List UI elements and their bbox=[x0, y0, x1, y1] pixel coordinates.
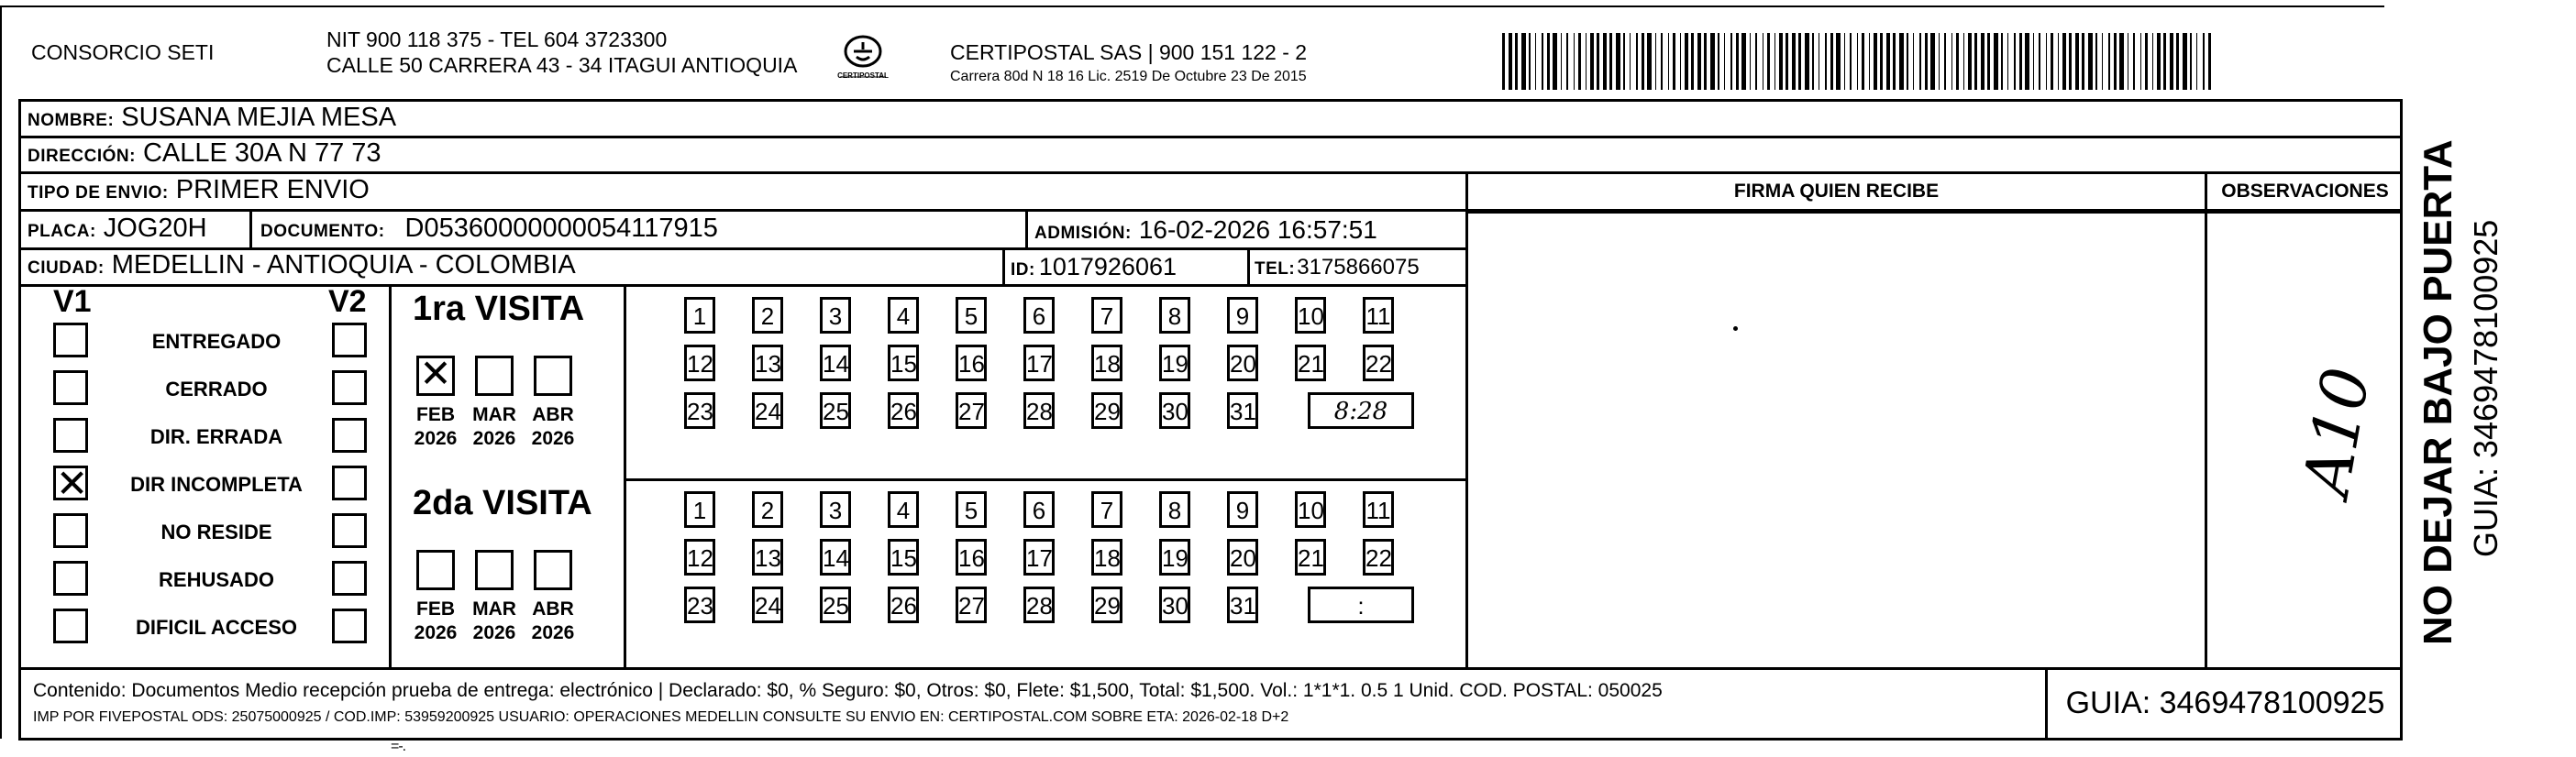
barcode-bar bbox=[1974, 33, 1977, 90]
ciudad-label: CIUDAD: bbox=[28, 258, 105, 278]
barcode-bar bbox=[1736, 33, 1739, 90]
barcode-bar bbox=[1542, 33, 1543, 90]
barcode-bar bbox=[2075, 33, 2079, 90]
barcode-bar bbox=[1655, 33, 1656, 90]
carrier-line-2: Carrera 80d N 18 16 Lic. 2519 De Octubre 23 De 2015 bbox=[950, 69, 1307, 84]
barcode-bar bbox=[1907, 33, 1908, 90]
barcode-bar bbox=[1987, 33, 1990, 90]
barcode-bar bbox=[2088, 33, 2093, 90]
barcode-bar bbox=[2152, 33, 2153, 90]
nombre-label: NOMBRE: bbox=[28, 111, 115, 130]
first-visit-day-box[interactable]: 8 bbox=[1159, 297, 1190, 334]
barcode-bar bbox=[1603, 33, 1607, 90]
first-visit-day-box[interactable]: 28 bbox=[1023, 392, 1055, 429]
footer-impression: IMP POR FIVEPOSTAL ODS: 25075000925 / COD.IMP: 53959200925 USUARIO: OPERACIONES MEDELLIN CONSULTE SU ENVIO EN: CERTIPOSTAL.COM SOBRE ETA: 2026-02-18 D+2 bbox=[33, 709, 1289, 725]
second-visit-title: 2da VISITA bbox=[413, 484, 592, 522]
nombre-value: SUSANA MEJIA MESA bbox=[121, 103, 397, 132]
barcode-bar bbox=[1899, 33, 1904, 90]
first-visit-day-box[interactable]: 21 bbox=[1295, 345, 1326, 381]
second-visit-day-box[interactable]: 24 bbox=[752, 587, 783, 623]
barcode-bar bbox=[1590, 33, 1594, 90]
documento-label: DOCUMENTO: bbox=[260, 222, 385, 241]
barcode-bar bbox=[2033, 33, 2034, 90]
barcode-bar bbox=[1704, 33, 1707, 90]
first-visit-month-label: ABR bbox=[532, 404, 574, 425]
barcode-bar bbox=[1697, 33, 1701, 90]
barcode-bar bbox=[2046, 33, 2047, 90]
first-visit-day-box[interactable]: 18 bbox=[1091, 345, 1122, 381]
barcode-bar bbox=[2007, 33, 2008, 90]
id-value: 1017926061 bbox=[1038, 253, 1177, 280]
first-visit-month-checkbox[interactable] bbox=[475, 356, 514, 396]
barcode-bar bbox=[1767, 33, 1770, 90]
v2-checkbox[interactable] bbox=[332, 418, 367, 453]
barcode-bar bbox=[1553, 33, 1557, 90]
second-visit-year-label: 2026 bbox=[414, 622, 458, 643]
ciudad-field bbox=[28, 250, 576, 280]
barcode-bar bbox=[1515, 33, 1518, 90]
barcode-bar bbox=[2069, 33, 2072, 90]
second-visit-day-box[interactable]: 30 bbox=[1159, 587, 1190, 623]
barcode-bar bbox=[1630, 33, 1631, 90]
barcode-bar bbox=[1741, 33, 1746, 90]
first-visit-day-box[interactable]: 7 bbox=[1091, 297, 1122, 334]
barcode-bar bbox=[1535, 33, 1536, 90]
barcode-bar bbox=[1963, 33, 1964, 90]
status-label: CERRADO bbox=[165, 378, 268, 400]
first-visit-day-box[interactable]: 20 bbox=[1227, 345, 1258, 381]
barcode-bar bbox=[2051, 33, 2053, 90]
barcode-bar bbox=[1661, 33, 1663, 90]
rule-5 bbox=[18, 284, 1465, 287]
first-visit-day-box[interactable]: 13 bbox=[752, 345, 783, 381]
v2-checkbox[interactable] bbox=[332, 323, 367, 357]
barcode-bar bbox=[1680, 33, 1681, 90]
barcode-bar bbox=[1968, 33, 1972, 90]
first-visit-day-box[interactable]: 30 bbox=[1159, 392, 1190, 429]
barcode-bar bbox=[2183, 33, 2187, 90]
barcode-bar bbox=[1850, 33, 1852, 90]
second-visit-day-box[interactable]: 28 bbox=[1023, 587, 1055, 623]
firma-header: FIRMA QUIEN RECIBE bbox=[1733, 181, 1940, 202]
second-visit-day-box[interactable]: 10 bbox=[1295, 491, 1326, 528]
barcode-bar bbox=[1956, 33, 1959, 90]
barcode-bar bbox=[2102, 33, 2103, 90]
first-visit-day-box[interactable]: 6 bbox=[1023, 297, 1055, 334]
v2-checkbox[interactable] bbox=[332, 466, 367, 500]
barcode-bar bbox=[1642, 33, 1644, 90]
barcode-bar bbox=[1862, 33, 1864, 90]
div-admision bbox=[1025, 211, 1028, 247]
first-visit-year-label: 2026 bbox=[472, 428, 516, 449]
status-label: ENTREGADO bbox=[151, 330, 282, 353]
barcode-bar bbox=[1755, 33, 1757, 90]
second-visit-day-box[interactable]: 31 bbox=[1227, 587, 1258, 623]
v1-checkbox[interactable] bbox=[53, 370, 88, 405]
check-mark-icon: ✕ bbox=[56, 461, 89, 506]
second-visit-month-label: FEB bbox=[416, 598, 455, 620]
v2-checkbox[interactable] bbox=[332, 513, 367, 548]
barcode-bar bbox=[1774, 33, 1775, 90]
barcode-bar bbox=[1886, 33, 1890, 90]
second-visit-day-box[interactable]: 14 bbox=[820, 539, 851, 576]
first-visit-day-box[interactable]: 4 bbox=[888, 297, 919, 334]
barcode-bar bbox=[2190, 33, 2192, 90]
barcode-image bbox=[1500, 33, 2216, 90]
col-divider-obs bbox=[2205, 172, 2207, 668]
barcode-bar bbox=[1685, 33, 1688, 90]
second-visit-day-box[interactable]: 17 bbox=[1023, 539, 1055, 576]
barcode-bar bbox=[1609, 33, 1612, 90]
tipo-envio-field bbox=[28, 175, 370, 205]
barcode-bar bbox=[1830, 33, 1833, 90]
v1-checkbox[interactable] bbox=[53, 461, 89, 506]
first-visit-day-box[interactable]: 15 bbox=[888, 345, 919, 381]
barcode-bar bbox=[1805, 33, 1809, 90]
barcode-bar bbox=[2196, 33, 2197, 90]
v1-checkbox[interactable] bbox=[53, 323, 88, 357]
second-visit-day-box[interactable]: 11 bbox=[1363, 491, 1394, 528]
barcode-bar bbox=[1574, 33, 1575, 90]
first-visit-day-box[interactable]: 3 bbox=[820, 297, 851, 334]
barcode-bar bbox=[1944, 33, 1946, 90]
barcode-bar bbox=[1710, 33, 1715, 90]
first-visit-year-label: 2026 bbox=[414, 428, 458, 449]
v1-checkbox[interactable] bbox=[53, 561, 88, 596]
v2-checkbox[interactable] bbox=[332, 609, 367, 643]
status-label: DIR INCOMPLETA bbox=[130, 473, 303, 496]
second-visit-day-box[interactable]: 12 bbox=[684, 539, 715, 576]
first-visit-day-box[interactable]: 16 bbox=[956, 345, 987, 381]
documento-value: D05360000000054117915 bbox=[404, 214, 718, 243]
first-visit-day-box[interactable]: 27 bbox=[956, 392, 987, 429]
v1-checkbox[interactable] bbox=[53, 609, 88, 643]
second-visit-day-box[interactable]: 9 bbox=[1227, 491, 1258, 528]
direccion-label: DIRECCIÓN: bbox=[28, 147, 136, 166]
status-label: DIR. ERRADA bbox=[149, 425, 283, 448]
barcode-bar bbox=[1844, 33, 1845, 90]
barcode-bar bbox=[1869, 33, 1870, 90]
second-visit-day-box[interactable]: 26 bbox=[888, 587, 919, 623]
div-status bbox=[389, 286, 392, 667]
barcode-bar bbox=[1857, 33, 1858, 90]
second-visit-day-box[interactable]: 19 bbox=[1159, 539, 1190, 576]
documento-field bbox=[260, 214, 718, 244]
barcode-bar bbox=[2095, 33, 2097, 90]
rule-2 bbox=[18, 171, 2403, 174]
barcode-bar bbox=[2157, 33, 2161, 90]
tel-field bbox=[1255, 255, 1420, 280]
first-visit-month-checkbox[interactable] bbox=[416, 351, 455, 396]
first-visit-day-box[interactable]: 29 bbox=[1091, 392, 1122, 429]
v2-label: V2 bbox=[328, 284, 367, 319]
first-visit-day-box[interactable]: 2 bbox=[752, 297, 783, 334]
barcode-bar bbox=[2119, 33, 2124, 90]
second-visit-day-box[interactable]: 27 bbox=[956, 587, 987, 623]
carrier-line-1: CERTIPOSTAL SAS | 900 151 122 - 2 bbox=[950, 40, 1308, 64]
barcode-bar bbox=[1509, 33, 1512, 90]
first-visit-day-box[interactable]: 10 bbox=[1295, 297, 1326, 334]
barcode-bar bbox=[1566, 33, 1568, 90]
first-visit-month-label: MAR bbox=[472, 404, 516, 425]
footer-guia: GUIA: 3469478100925 bbox=[2065, 686, 2385, 720]
first-visit-day-box[interactable]: 23 bbox=[684, 392, 715, 429]
second-visit-day-box[interactable]: 21 bbox=[1295, 539, 1326, 576]
placa-label: PLACA: bbox=[28, 222, 96, 241]
barcode-bar bbox=[1925, 33, 1928, 90]
admision-label: ADMISIÓN: bbox=[1034, 224, 1132, 243]
first-visit-day-box[interactable]: 31 bbox=[1227, 392, 1258, 429]
tipo-envio-label: TIPO DE ENVIO: bbox=[28, 183, 169, 203]
logo-text: CERTIPOSTAL bbox=[837, 71, 889, 80]
barcode-bar bbox=[1616, 33, 1620, 90]
barcode-bar bbox=[2025, 33, 2029, 90]
v1-checkbox[interactable] bbox=[53, 513, 88, 548]
barcode-bar bbox=[1893, 33, 1896, 90]
barcode-bar bbox=[1529, 33, 1531, 90]
footer-contents: Contenido: Documentos Medio recepción prueba de entrega: electrónico | Declarado: $0, % Seguro: $0, Otros: $0, Flete: $1,500, Total: $1,500. Vol.: 1*1*1. 0.5 1 Unid. COD. POSTAL: 050025 bbox=[33, 680, 1663, 701]
stray-dot bbox=[1733, 326, 1738, 331]
barcode-bar bbox=[1691, 33, 1694, 90]
second-visit-day-box[interactable]: 13 bbox=[752, 539, 783, 576]
barcode-bar bbox=[2163, 33, 2166, 90]
certipostal-logo bbox=[836, 31, 890, 95]
barcode-bar bbox=[1547, 33, 1550, 90]
barcode-bar bbox=[1930, 33, 1935, 90]
placa-value: JOG20H bbox=[103, 214, 207, 243]
second-visit-day-box[interactable]: 2 bbox=[752, 491, 783, 528]
barcode-bar bbox=[2145, 33, 2148, 90]
div-id bbox=[1002, 249, 1005, 284]
div-visit bbox=[624, 286, 626, 667]
first-visit-month-label: FEB bbox=[416, 404, 455, 425]
first-visit-day-box[interactable]: 12 bbox=[684, 345, 715, 381]
admision-value: 16-02-2026 16:57:51 bbox=[1138, 215, 1377, 244]
second-visit-day-box[interactable]: 6 bbox=[1023, 491, 1055, 528]
barcode-bar bbox=[1623, 33, 1625, 90]
barcode-bar bbox=[1561, 33, 1562, 90]
barcode-bar bbox=[1636, 33, 1638, 90]
barcode-bar bbox=[1994, 33, 1998, 90]
barcode-bar bbox=[1798, 33, 1801, 90]
first-visit-day-box[interactable]: 25 bbox=[820, 392, 851, 429]
col-divider-firma bbox=[1465, 172, 1468, 668]
barcode-bar bbox=[1779, 33, 1783, 90]
v2-checkbox[interactable] bbox=[332, 561, 367, 596]
first-visit-day-box[interactable]: 5 bbox=[956, 297, 987, 334]
barcode-bar bbox=[1586, 33, 1587, 90]
second-visit-day-box[interactable]: 29 bbox=[1091, 587, 1122, 623]
first-visit-month-checkbox[interactable] bbox=[534, 356, 572, 396]
barcode-bar bbox=[1647, 33, 1652, 90]
tel-label: TEL: bbox=[1255, 259, 1296, 279]
first-visit-year-label: 2026 bbox=[531, 428, 575, 449]
barcode-bar bbox=[1874, 33, 1877, 90]
second-visit-month-checkbox[interactable] bbox=[534, 550, 572, 590]
barcode-bar bbox=[1880, 33, 1883, 90]
barcode-bar bbox=[1502, 33, 1505, 90]
observation-handwriting: A10 bbox=[2288, 362, 2385, 501]
barcode-bar bbox=[2039, 33, 2040, 90]
barcode-bar bbox=[2203, 33, 2205, 90]
second-visit-day-box[interactable]: 7 bbox=[1091, 491, 1122, 528]
barcode-bar bbox=[1951, 33, 1952, 90]
status-label: REHUSADO bbox=[159, 568, 274, 591]
first-visit-day-box[interactable]: 26 bbox=[888, 392, 919, 429]
first-visit-day-box[interactable]: 17 bbox=[1023, 345, 1055, 381]
barcode-bar bbox=[1792, 33, 1796, 90]
company-name: CONSORCIO SETI bbox=[31, 40, 215, 64]
first-visit-day-box[interactable]: 24 bbox=[752, 392, 783, 429]
second-visit-year-label: 2026 bbox=[472, 622, 516, 643]
second-visit-month-label: MAR bbox=[472, 598, 516, 620]
barcode-bar bbox=[2140, 33, 2141, 90]
barcode-bar bbox=[2082, 33, 2084, 90]
second-visit-day-box[interactable]: 1 bbox=[684, 491, 715, 528]
check-mark-icon: ✕ bbox=[419, 351, 452, 396]
barcode-bar bbox=[1939, 33, 1940, 90]
admision-field bbox=[1034, 215, 1377, 245]
status-label: DIFICIL ACCESO bbox=[135, 616, 297, 639]
v1-label: V1 bbox=[53, 284, 92, 319]
barcode-bar bbox=[1578, 33, 1581, 90]
second-visit-day-box[interactable]: 22 bbox=[1363, 539, 1394, 576]
barcode-bar bbox=[1981, 33, 1985, 90]
barcode-bar bbox=[2176, 33, 2179, 90]
second-visit-day-box[interactable]: 18 bbox=[1091, 539, 1122, 576]
tel-value: 3175866075 bbox=[1297, 255, 1420, 280]
top-border bbox=[0, 5, 2384, 7]
barcode-bar bbox=[1718, 33, 1719, 90]
second-visit-day-box[interactable]: 4 bbox=[888, 491, 919, 528]
observaciones-header: OBSERVACIONES bbox=[2221, 181, 2389, 202]
second-visit-month-checkbox[interactable] bbox=[416, 550, 455, 590]
first-visit-day-box[interactable]: 1 bbox=[684, 297, 715, 334]
second-visit-month-label: ABR bbox=[532, 598, 574, 620]
div-placa bbox=[249, 211, 252, 247]
barcode-bar bbox=[1836, 33, 1841, 90]
second-visit-day-box[interactable]: 8 bbox=[1159, 491, 1190, 528]
company-line-1: NIT 900 118 375 - TEL 604 3723300 bbox=[326, 27, 668, 51]
id-field bbox=[1011, 253, 1177, 281]
certipostal-logo-icon bbox=[836, 31, 890, 95]
first-visit-day-box[interactable]: 14 bbox=[820, 345, 851, 381]
second-visit-time-box[interactable]: : bbox=[1308, 587, 1414, 623]
barcode-bar bbox=[1825, 33, 1827, 90]
barcode-bar bbox=[1673, 33, 1675, 90]
left-border bbox=[0, 5, 2, 739]
first-visit-day-box[interactable]: 19 bbox=[1159, 345, 1190, 381]
first-visit-day-box[interactable]: 11 bbox=[1363, 297, 1394, 334]
second-visit-day-box[interactable]: 15 bbox=[888, 539, 919, 576]
first-visit-day-box[interactable]: 22 bbox=[1363, 345, 1394, 381]
nombre-field bbox=[28, 103, 396, 133]
barcode-bar bbox=[1521, 33, 1526, 90]
barcode-bar bbox=[1750, 33, 1751, 90]
barcode-bar bbox=[1597, 33, 1599, 90]
status-label: NO RESIDE bbox=[160, 521, 272, 543]
barcode-bar bbox=[2001, 33, 2003, 90]
first-visit-title: 1ra VISITA bbox=[413, 290, 585, 328]
tipo-envio-value: PRIMER ENVIO bbox=[175, 175, 370, 204]
barcode-bar bbox=[2014, 33, 2016, 90]
ciudad-value: MEDELLIN - ANTIOQUIA - COLOMBIA bbox=[111, 250, 576, 280]
barcode-bar bbox=[2208, 33, 2211, 90]
barcode-bar bbox=[2058, 33, 2059, 90]
barcode-bar bbox=[2170, 33, 2173, 90]
placa-field bbox=[28, 214, 207, 244]
second-visit-day-box[interactable]: 3 bbox=[820, 491, 851, 528]
barcode-bar bbox=[1668, 33, 1669, 90]
id-label: ID: bbox=[1011, 260, 1035, 280]
barcode bbox=[1500, 33, 2216, 90]
barcode-bar bbox=[2062, 33, 2066, 90]
rule-col-header bbox=[1465, 211, 2403, 214]
company-line-2: CALLE 50 CARRERA 43 - 34 ITAGUI ANTIOQUIA bbox=[326, 53, 798, 77]
second-visit-year-label: 2026 bbox=[531, 622, 575, 643]
direccion-field bbox=[28, 138, 381, 169]
barcode-bar bbox=[2019, 33, 2022, 90]
no-dejar-bajo-puerta: NO DEJAR BAJO PUERTA bbox=[2416, 139, 2460, 645]
barcode-bar bbox=[2108, 33, 2110, 90]
barcode-bar bbox=[1724, 33, 1725, 90]
rule-visit-split bbox=[624, 478, 1465, 481]
scan-mark: =-. bbox=[391, 739, 406, 754]
barcode-bar bbox=[2114, 33, 2117, 90]
direccion-value: CALLE 30A N 77 73 bbox=[142, 138, 381, 168]
side-guia-number: GUIA: 3469478100925 bbox=[2467, 219, 2504, 557]
barcode-bar bbox=[1730, 33, 1732, 90]
barcode-bar bbox=[1919, 33, 1921, 90]
div-tel bbox=[1247, 249, 1250, 284]
first-visit-day-box[interactable]: 9 bbox=[1227, 297, 1258, 334]
second-visit-day-box[interactable]: 5 bbox=[956, 491, 987, 528]
barcode-bar bbox=[1812, 33, 1814, 90]
second-visit-day-box[interactable]: 16 bbox=[956, 539, 987, 576]
barcode-bar bbox=[2133, 33, 2135, 90]
second-visit-day-box[interactable]: 20 bbox=[1227, 539, 1258, 576]
second-visit-day-box[interactable]: 25 bbox=[820, 587, 851, 623]
second-visit-day-box[interactable]: 23 bbox=[684, 587, 715, 623]
v1-checkbox[interactable] bbox=[53, 418, 88, 453]
v2-checkbox[interactable] bbox=[332, 370, 367, 405]
first-visit-time-box[interactable]: 8:28 bbox=[1308, 392, 1414, 429]
second-visit-month-checkbox[interactable] bbox=[475, 550, 514, 590]
barcode-bar bbox=[1913, 33, 1914, 90]
barcode-bar bbox=[1786, 33, 1788, 90]
